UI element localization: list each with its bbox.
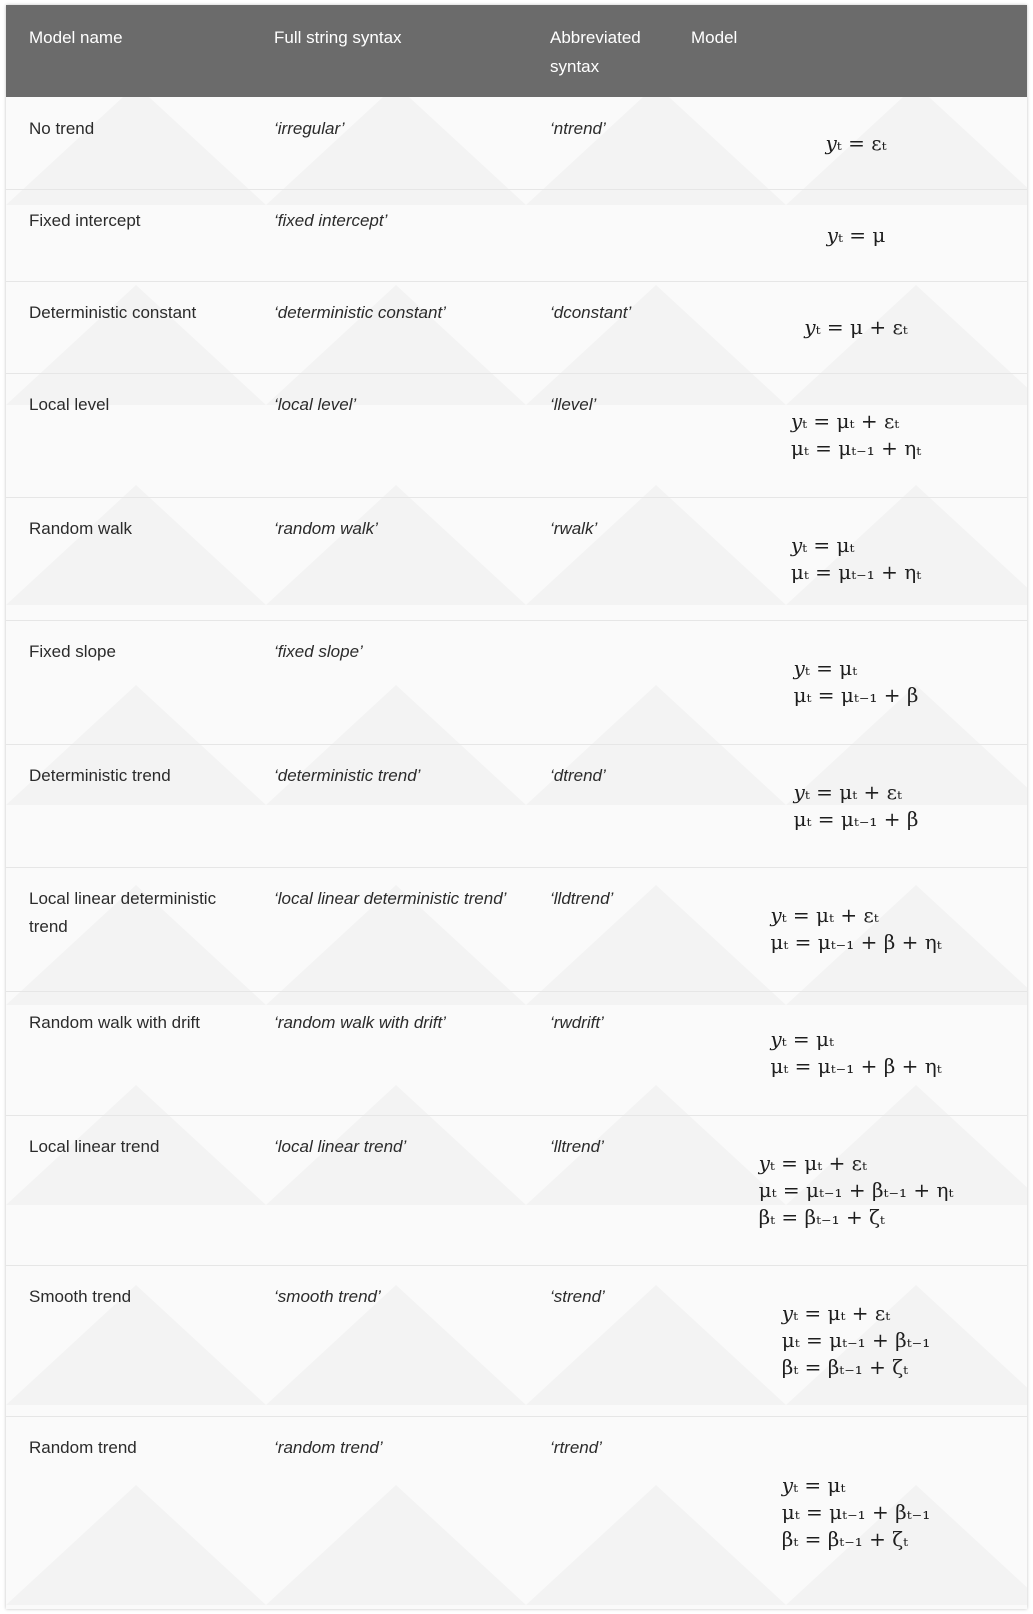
equation: μₜ = μₜ₋₁ + βₜ₋₁ bbox=[781, 1500, 931, 1524]
header-abbreviated-syntax bbox=[550, 23, 641, 81]
equation: βₜ = βₜ₋₁ + ζₜ bbox=[758, 1204, 885, 1229]
header-full-syntax: Full string syntax bbox=[274, 28, 402, 47]
model-name-cell: Fixed intercept bbox=[29, 211, 141, 230]
table-row bbox=[6, 744, 1027, 868]
equation: μₜ = μₜ₋₁ + βₜ₋₁ + ηₜ bbox=[758, 1177, 954, 1202]
equation: 𝑦ₜ = μₜ + εₜ bbox=[781, 1301, 891, 1325]
model-equations bbox=[706, 281, 1006, 373]
table-row bbox=[6, 497, 1027, 621]
model-equations bbox=[706, 373, 1006, 497]
full-syntax-cell: ‘random walk’ bbox=[274, 519, 378, 538]
model-equations bbox=[706, 497, 1006, 620]
full-syntax-cell: ‘deterministic trend’ bbox=[274, 766, 421, 785]
abbr-syntax-cell: ‘ntrend’ bbox=[550, 119, 606, 138]
table-row bbox=[6, 1115, 1027, 1266]
equation: 𝑦ₜ = μₜ bbox=[770, 1027, 834, 1051]
model-name-cell: Local linear deterministic trend bbox=[29, 889, 217, 936]
abbr-syntax-cell: ‘rwalk’ bbox=[550, 519, 598, 538]
table-row bbox=[6, 1416, 1027, 1609]
model-name-cell: Deterministic constant bbox=[29, 303, 197, 322]
equation: 𝑦ₜ = εₜ bbox=[825, 130, 887, 155]
full-syntax-cell: ‘smooth trend’ bbox=[274, 1287, 381, 1306]
model-equations bbox=[706, 1115, 1006, 1265]
equation: μₜ = μₜ₋₁ + β + ηₜ bbox=[770, 1054, 942, 1078]
table-row bbox=[6, 991, 1027, 1116]
abbr-syntax-cell: ‘rtrend’ bbox=[550, 1438, 602, 1457]
model-name-cell: Smooth trend bbox=[29, 1287, 132, 1306]
model-name-cell: Local linear trend bbox=[29, 1137, 160, 1156]
model-equations bbox=[706, 97, 1006, 189]
model-equations bbox=[706, 1265, 1006, 1416]
equation: 𝑦ₜ = μₜ + εₜ bbox=[758, 1150, 867, 1175]
model-equations bbox=[706, 1416, 1006, 1609]
model-equations bbox=[706, 620, 1006, 744]
equation: μₜ = μₜ₋₁ + β bbox=[793, 806, 919, 831]
equation: 𝑦ₜ = μ + εₜ bbox=[804, 314, 908, 339]
equation: 𝑦ₜ = μₜ bbox=[781, 1473, 846, 1497]
full-syntax-cell: ‘random walk with drift’ bbox=[274, 1013, 446, 1032]
full-syntax-cell: ‘random trend’ bbox=[274, 1438, 383, 1457]
full-syntax-cell: ‘deterministic constant’ bbox=[274, 303, 446, 322]
equation: μₜ = μₜ₋₁ + ηₜ bbox=[790, 559, 922, 584]
equation: μₜ = μₜ₋₁ + βₜ₋₁ bbox=[781, 1328, 931, 1352]
full-syntax-cell: ‘fixed slope’ bbox=[274, 642, 363, 661]
abbr-syntax-cell: ‘dtrend’ bbox=[550, 766, 606, 785]
model-name-cell: No trend bbox=[29, 119, 95, 138]
model-name-cell: Random walk with drift bbox=[29, 1013, 201, 1032]
header-abbr-line1: Abbreviated bbox=[550, 28, 641, 47]
abbr-syntax-cell: ‘rwdrift’ bbox=[550, 1013, 604, 1032]
table-row bbox=[6, 373, 1027, 498]
full-syntax-cell: ‘local level’ bbox=[274, 395, 357, 414]
model-equations bbox=[706, 867, 1006, 991]
equation: 𝑦ₜ = μₜ bbox=[790, 532, 855, 557]
header-abbr-line2: syntax bbox=[550, 57, 600, 76]
table-row bbox=[6, 620, 1027, 745]
model-equations bbox=[706, 991, 1006, 1115]
table-row bbox=[6, 867, 1027, 992]
full-syntax-cell: ‘local linear deterministic trend’ bbox=[274, 889, 507, 908]
model-name-cell: Random walk bbox=[29, 519, 132, 538]
equation: μₜ = μₜ₋₁ + β bbox=[793, 683, 919, 707]
equation: 𝑦ₜ = μₜ + εₜ bbox=[793, 779, 902, 804]
equation: 𝑦ₜ = μₜ + εₜ bbox=[790, 409, 900, 433]
model-equations bbox=[706, 744, 1006, 867]
table-row bbox=[6, 189, 1027, 282]
abbr-syntax-cell: ‘strend’ bbox=[550, 1287, 605, 1306]
equation: μₜ = μₜ₋₁ + ηₜ bbox=[790, 436, 922, 460]
table-row bbox=[6, 97, 1027, 190]
equation: 𝑦ₜ = μₜ bbox=[793, 656, 858, 680]
equation: 𝑦ₜ = μ bbox=[826, 222, 886, 247]
model-name-cell: Random trend bbox=[29, 1438, 137, 1457]
model-name-cell: Local level bbox=[29, 395, 110, 414]
equation: βₜ = βₜ₋₁ + ζₜ bbox=[781, 1527, 909, 1551]
model-equations bbox=[706, 189, 1006, 281]
full-syntax-cell: ‘local linear trend’ bbox=[274, 1137, 407, 1156]
abbr-syntax-cell: ‘llevel’ bbox=[550, 395, 597, 414]
equation: 𝑦ₜ = μₜ + εₜ bbox=[770, 903, 879, 927]
full-syntax-cell: ‘irregular’ bbox=[274, 119, 345, 138]
model-name-cell: Fixed slope bbox=[29, 642, 116, 661]
header-model-name: Model name bbox=[29, 28, 123, 47]
equation: μₜ = μₜ₋₁ + β + ηₜ bbox=[770, 930, 942, 954]
header-model: Model bbox=[691, 28, 738, 47]
trend-models-table bbox=[6, 5, 1027, 1609]
abbr-syntax-cell: ‘lldtrend’ bbox=[550, 889, 614, 908]
model-name-cell: Deterministic trend bbox=[29, 766, 171, 785]
abbr-syntax-cell: ‘dconstant’ bbox=[550, 303, 632, 322]
abbr-syntax-cell: ‘lltrend’ bbox=[550, 1137, 604, 1156]
equation: βₜ = βₜ₋₁ + ζₜ bbox=[781, 1355, 909, 1379]
table-row bbox=[6, 1265, 1027, 1417]
table-header bbox=[6, 5, 1027, 97]
table-row bbox=[6, 281, 1027, 374]
full-syntax-cell: ‘fixed intercept’ bbox=[274, 211, 388, 230]
